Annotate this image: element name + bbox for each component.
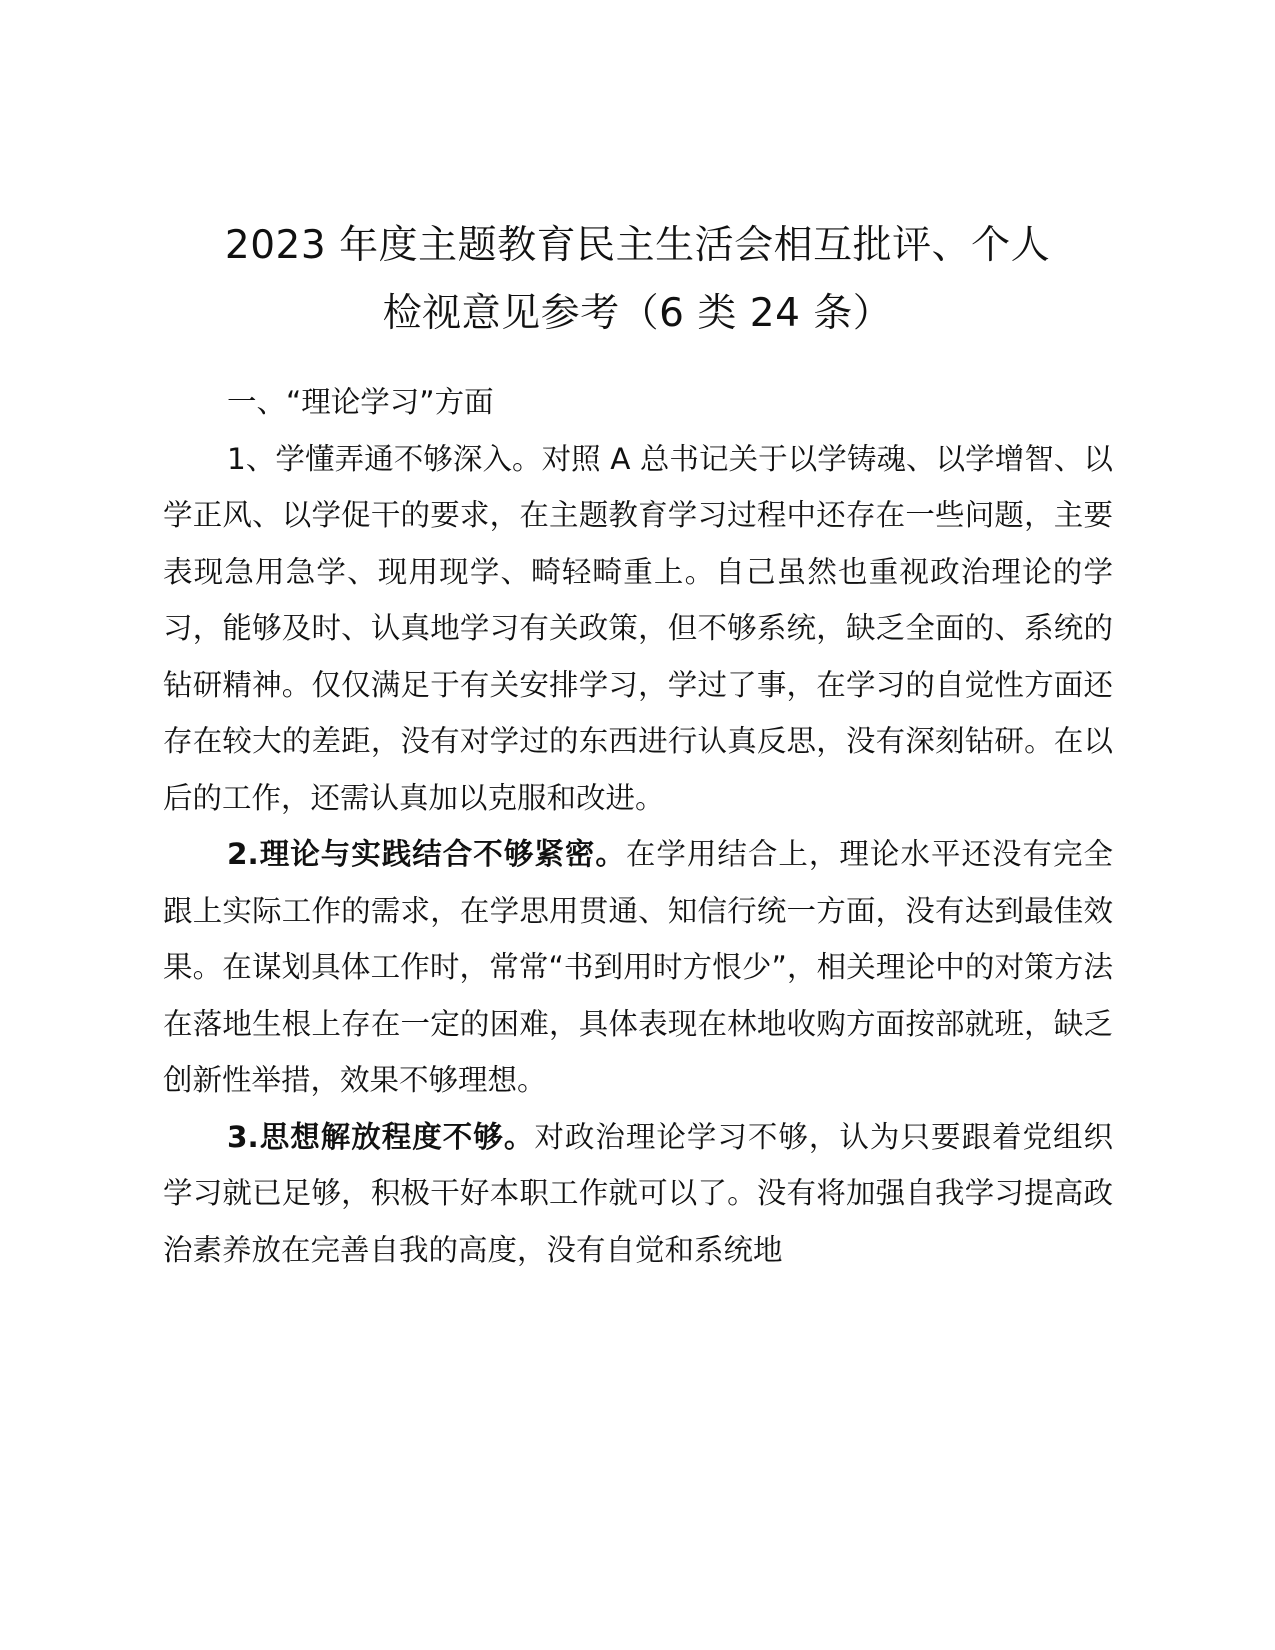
item-2-title: 2.理论与实践结合不够紧密。	[227, 837, 626, 871]
document-title	[160, 212, 1115, 348]
section-heading: 一、“理论学习”方面	[227, 385, 494, 419]
title-line-1: 2023 年度主题教育民主生活会相互批评、个人	[224, 223, 1051, 268]
item-3-paragraph	[163, 1109, 1113, 1279]
title-line-2: 检视意见参考（6 类 24 条）	[382, 291, 893, 336]
item-2-text: 在学用结合上，理论水平还没有完全跟上实际工作的需求，在学思用贯通、知信行统一方面，没有达到最佳效果。在谋划具体工作时，常常“书到用时方恨少”，相关理论中的对策方法在落地生根上存在一定的困难，具体表现在林地收购方面按部就班，缺乏创新性举措，效果不够理想。	[163, 837, 1113, 1097]
item-3-title: 3.思想解放程度不够。	[227, 1119, 535, 1154]
item-1-paragraph: 1、学懂弄通不够深入。对照 A 总书记关于以学铸魂、以学增智、以学正风、以学促干的要求，在主题教育学习过程中还存在一些问题，主要表现急用急学、现用现学、畸轻畸重上。自己虽然也重视政治理论的学习，能够及时、认真地学习有关政策，但不够系统，缺乏全面的、系统的钻研精神。仅仅满足于有关安排学习，学过了事，在学习的自觉性方面还存在较大的差距，没有对学过的东西进行认真反思，没有深刻钻研。在以后的工作，还需认真加以克服和改进。	[163, 441, 1113, 815]
document-body	[163, 374, 1113, 1278]
item-3-text: 对政治理论学习不够，认为只要跟着党组织学习就已足够，积极干好本职工作就可以了。没有将加强自我学习提高政治素养放在完善自我的高度，没有自觉和系统地	[163, 1119, 1113, 1267]
item-2-paragraph	[163, 826, 1113, 1109]
